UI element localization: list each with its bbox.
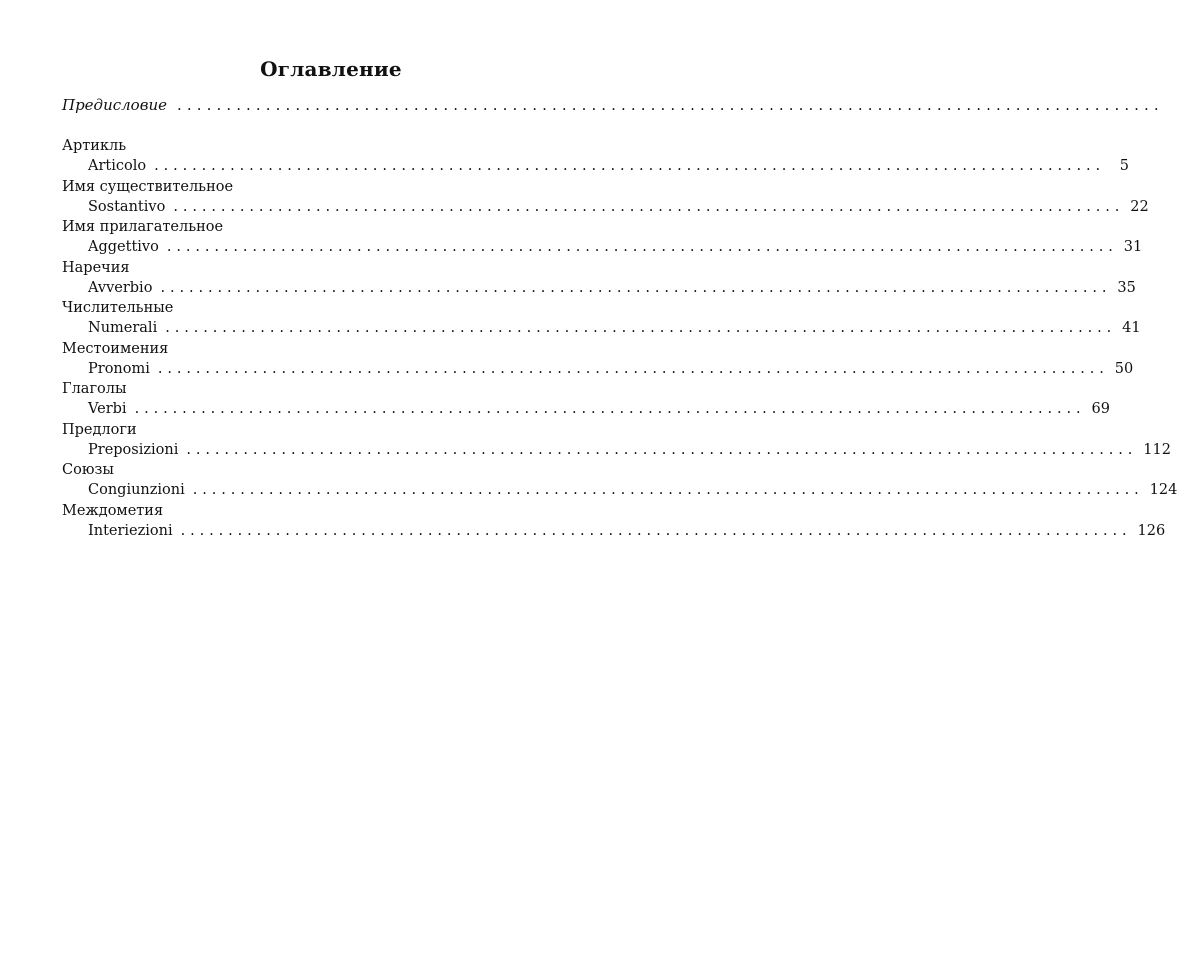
page-number: 126 <box>1137 522 1166 539</box>
page-number: 31 <box>1123 239 1143 255</box>
entry-title: Sostantivo <box>88 198 166 215</box>
dot-leader: .................................................................................................... <box>165 320 1117 336</box>
preface-entry[interactable] <box>62 96 1164 122</box>
toc-section <box>62 420 1171 461</box>
toc-entry[interactable] <box>62 440 1171 461</box>
entry-title: Interiezioni <box>88 522 173 539</box>
section-heading: Артикль <box>62 138 127 154</box>
section-heading: Предлоги <box>62 421 137 438</box>
dot-leader: .................................................................................................... <box>166 239 1118 255</box>
toc-section <box>62 136 1130 177</box>
toc-section <box>62 177 1149 218</box>
toc-entry[interactable] <box>62 237 1143 258</box>
toc-section <box>62 217 1143 258</box>
toc-section <box>62 298 1141 339</box>
section-heading: Имя прилагательное <box>62 219 224 235</box>
toc-section <box>62 501 1166 542</box>
dot-leader: .................................................................................................... <box>176 96 1164 114</box>
toc-entry[interactable] <box>62 197 1149 218</box>
entry-title: Numerali <box>88 320 158 336</box>
entry-title: Verbi <box>88 401 127 417</box>
page-title: Оглавление <box>260 57 402 81</box>
toc-section <box>62 379 1110 420</box>
toc-entry[interactable] <box>62 156 1130 177</box>
page-number: 22 <box>1130 198 1149 215</box>
toc-entry[interactable] <box>62 359 1134 380</box>
toc-entry[interactable] <box>62 318 1141 339</box>
toc-entry[interactable] <box>62 480 1177 501</box>
toc-section <box>62 258 1136 299</box>
toc-section <box>62 460 1177 501</box>
page-number: 35 <box>1117 279 1136 296</box>
table-of-contents <box>62 96 1177 541</box>
dot-leader: .................................................................................................... <box>157 360 1109 377</box>
preface-label: Предисловие <box>62 96 167 114</box>
entry-title: Pronomi <box>88 360 150 377</box>
page-number: 112 <box>1143 441 1171 458</box>
page-number: 50 <box>1114 360 1134 377</box>
section-heading: Наречия <box>62 259 130 276</box>
section-heading: Союзы <box>62 462 114 478</box>
entry-title: Aggettivo <box>88 239 159 255</box>
page-number: 5 <box>1119 158 1130 174</box>
dot-leader: .................................................................................................... <box>192 482 1144 498</box>
section-heading: Междометия <box>62 502 164 519</box>
section-heading: Глаголы <box>62 381 127 397</box>
toc-section <box>62 339 1134 380</box>
dot-leader: .................................................................................................... <box>186 441 1138 458</box>
section-heading: Имя существительное <box>62 178 234 195</box>
dot-leader: .................................................................................................... <box>160 279 1112 296</box>
dot-leader: .................................................................................................... <box>134 401 1086 417</box>
entry-title: Articolo <box>88 158 147 174</box>
entry-title: Congiunzioni <box>88 482 185 498</box>
toc-entry[interactable] <box>62 521 1166 542</box>
dot-leader: .................................................................................................... <box>173 198 1125 215</box>
entry-title: Avverbio <box>88 279 153 296</box>
toc-entry[interactable] <box>62 399 1110 420</box>
section-heading: Числительные <box>62 300 174 316</box>
toc-entry[interactable] <box>62 278 1136 299</box>
dot-leader: .................................................................................................... <box>180 522 1132 539</box>
page-number: 69 <box>1091 401 1110 417</box>
dot-leader: .................................................................................................... <box>154 158 1106 174</box>
entry-title: Preposizioni <box>88 441 179 458</box>
section-heading: Местоимения <box>62 340 169 357</box>
page-number: 41 <box>1122 320 1141 336</box>
page-number: 124 <box>1149 482 1177 498</box>
